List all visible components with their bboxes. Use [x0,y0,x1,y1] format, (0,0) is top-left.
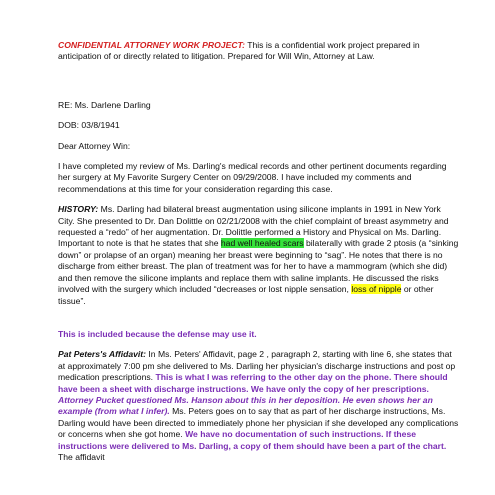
spacer [58,132,459,141]
dob-line: DOB: 03/8/1941 [58,120,120,131]
affidavit-text: Ms. Peters goes on to say that as part of her discharge instructions, Ms. Darling would have been directed to immediately phone her physician if she developed any complications or concerns when she got home. [58,406,459,440]
salutation: Dear Attorney Win: [58,140,131,151]
confidential-label: CONFIDENTIAL ATTORNEY WORK PROJECT: [58,40,245,50]
spacer [58,152,459,161]
history-text: or other tissue”. [58,284,434,306]
re-line: RE: Ms. Darlene Darling [58,99,151,110]
spacer [58,63,459,100]
highlight-nipple: loss of nipple [351,284,402,295]
spacer [58,195,459,204]
affidavit-text: The affidavit [58,451,105,462]
reviewer-comment: We have no documentation of such instructions. If these instructions were delivered to Ms. Darling, a copy of them should have been a part of the chart. [58,429,447,451]
defense-note: This is included because the defense may use it. [58,328,257,339]
reviewer-comment-italic: Attorney Pucket questioned Ms. Hanson about this in her deposition. He even shows her an example (from what I infer). [58,394,433,417]
confidential-notice [58,40,459,63]
history-paragraph [58,204,459,307]
affidavit-text: In Ms. Peters' Affidavit, page 2 , paragraph 2, starting with line 6, she states that at approximately 7:00 pm she delivered to Ms. Darling her physician's discharge instructions and post op medication prescriptions. [58,349,456,383]
intro-paragraph: I have completed my review of Ms. Darling's medical records and other pertinent documents regarding her surgery at My Favorite Surgery Center on 09/29/2008. I have included my comments and recommendations at this time for your consideration regarding this case. [58,161,447,194]
spacer [58,340,459,349]
spacer [58,111,459,120]
confidential-text: This is a confidential work project prepared in anticipation of or directly related to litigation. Prepared for Will Win, Attorney at Law. [58,40,420,62]
history-label: HISTORY: [58,204,99,215]
spacer [58,307,459,329]
history-text: Ms. Darling had bilateral breast augmentation using silicone implants in 1991 in New York City. She presented to Dr. Dan Dolittle on 02/21/2008 with the chief complaint of breast asymmetry and requested a “redo” of her augmentation. Dr. Dolittle performed a History and Physical on Ms. Darling. Important to note is that he states that she [58,204,449,249]
affidavit-label: Pat Peters's Affidavit: [58,349,147,360]
highlight-scars: had well healed scars [220,238,304,249]
history-text: bilaterally with grade 2 ptosis (a “sinking down” or prolapse of an organ) meaning her breast were beginning to “sag”. He notes that there is no discharge from either breast. The plan of treatment was for her to have a mammogram (which she did) and then remove the silicone implants and replace them with saline implants. He discussed the risks involved with the surgery which included “decreases or lost nipple sensation, [58,238,459,295]
reviewer-comment: This is what I was referring to the other day on the phone. There should have been a sheet with discharge instructions. We have only the copy of her prescriptions. [58,372,448,394]
affidavit-paragraph [58,349,459,463]
